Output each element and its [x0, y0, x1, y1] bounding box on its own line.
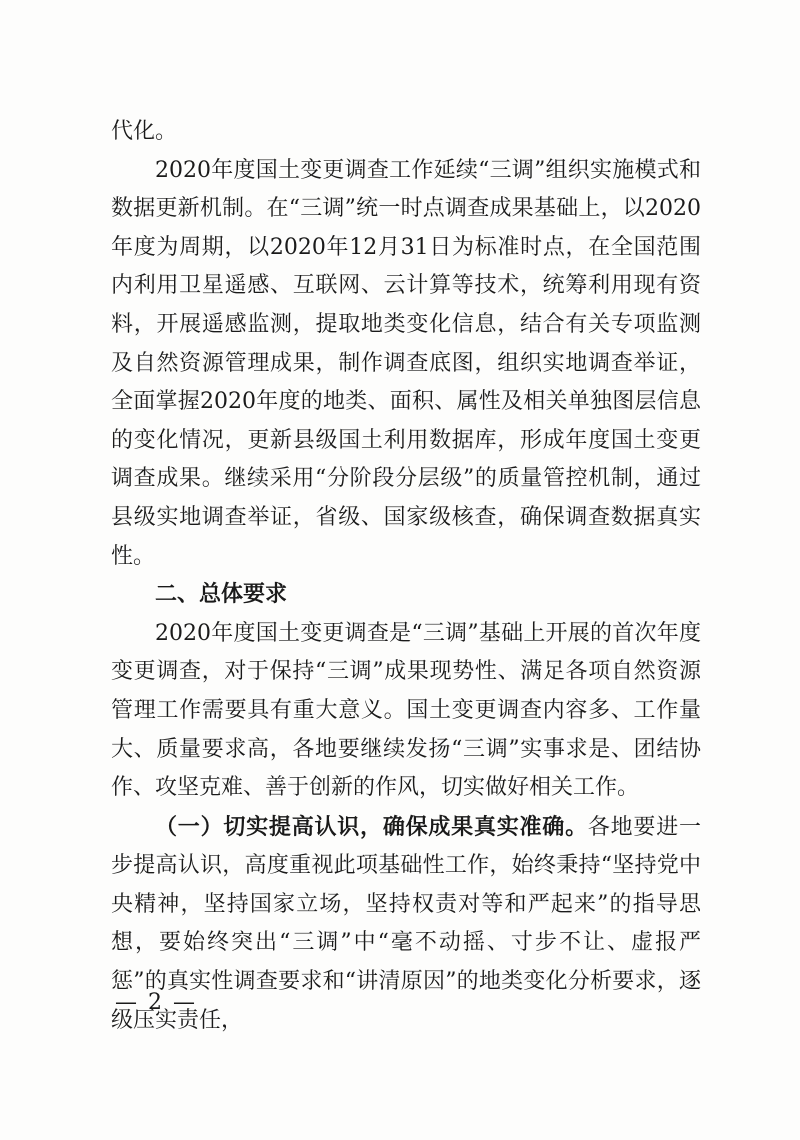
page-number: — 2 —	[115, 990, 197, 1015]
item-one-heading: （一）切实提高认识，确保成果真实准确。	[155, 813, 588, 840]
paragraph-work-overview: 2020年度国土变更调查工作延续“三调”组织实施模式和数据更新机制。在“三调”统一时点调查成果基础上，以2020年度为周期，以2020年12月31日为标准时点，在全国范围内利用卫星遥感、互联网、云计算等技术，统筹利用现有资料，开展遥感监测，提取地类变化信息，结合有关专项监测及自然资源管理成果，制作调查底图，组织实地调查举证，全面掌握2020年度的地类、面积、属性及相关单独图层信息的变化情况，更新县级国土利用数据库，形成年度国土变更调查成果。继续采用“分阶段分层级”的质量管控机制，通过县级实地调查举证，省级、国家级核查，确保调查数据真实性。	[111, 157, 701, 569]
section-heading-general-requirements: 二、总体要求	[155, 582, 288, 608]
item-one-body: 各地要进一步提高认识，高度重视此项基础性工作，始终秉持“坚持党中央精神，坚持国家立场，坚持权责对等和严起来”的指导思想，要始终突出“三调”中“毫不动摇、寸步不让、虚报严惩”的真实性调查要求和“讲清原因”的地类变化分析要求，逐级压实责任，	[111, 814, 701, 1033]
paragraph-item-one	[111, 808, 701, 1041]
paragraph-continuation: 代化。	[111, 119, 178, 144]
paragraph-general-requirements: 2020年度国土变更调查是“三调”基础上开展的首次年度变更调查，对于保持“三调”成果现势性、满足各项自然资源管理工作需要具有重大意义。国土变更调查内容多、工作量大、质量要求高，各地要继续发扬“三调”实事求是、团结协作、攻坚克难、善于创新的作风，切实做好相关工作。	[111, 620, 701, 801]
document-body	[111, 113, 701, 1040]
